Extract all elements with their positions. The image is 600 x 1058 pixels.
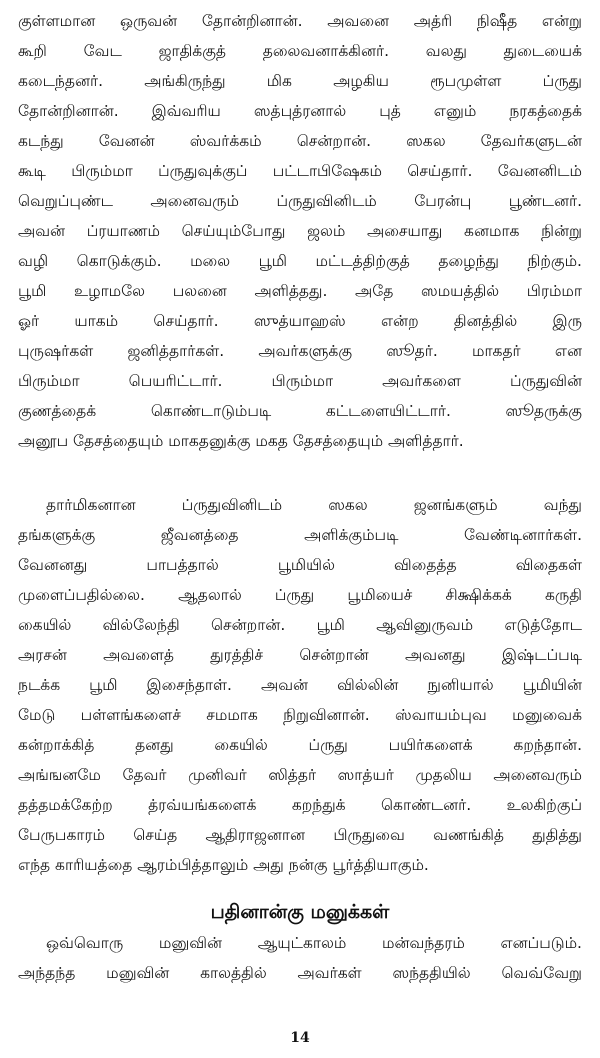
- text-line: அங்ஙனமே தேவர் முனிவர் ஸித்தர் ஸாத்யர் முதலிய அனைவரும்: [18, 766, 582, 784]
- page-number: 14: [290, 1030, 310, 1046]
- paragraph-1: [18, 6, 582, 456]
- text-line: புருஷர்கள் ஜனித்தார்கள். அவர்களுக்கு ஸூதர். மாகதர் என: [18, 342, 582, 360]
- text-line: பேருபகாரம் செய்த ஆதிராஜனான பிருதுவை வணங்கித் துதித்து: [18, 826, 582, 844]
- text-line: குள்ளமான ஒருவன் தோன்றினான். அவனை அத்ரி நிஷீத என்று: [18, 12, 582, 30]
- text-line: தங்களுக்கு ஜீவனத்தை அளிக்கும்படி வேண்டினார்கள்.: [18, 526, 582, 544]
- text-line: எந்த காரியத்தை ஆரம்பித்தாலும் அது நன்கு பூர்த்தியாகும்.: [18, 856, 429, 874]
- text-line: மேடு பள்ளங்களைச் சமமாக நிறுவினான். ஸ்வாயம்புவ மனுவைக்: [18, 706, 582, 724]
- text-line: கன்றாக்கித் தனது கையில் ப்ருது பயிர்களைக் கறந்தான்.: [18, 736, 582, 754]
- text-line: அவன் ப்ரயாணம் செய்யும்போது ஜலம் அசையாது கனமாக நின்று: [18, 222, 582, 240]
- text-line: முளைப்பதில்லை. ஆதலால் ப்ருது பூமியைச் சிக்ஷிக்கக் கருதி: [18, 586, 582, 604]
- text-line: பூமி உழாமலே பலனை அளித்தது. அதே ஸமயத்தில் பிரம்மா: [18, 282, 582, 300]
- text-line: அனூப தேசத்தையும் மாகதனுக்கு மகத தேசத்தையும் அளித்தார்.: [18, 432, 464, 450]
- text-line: கூறி வேட ஜாதிக்குத் தலைவனாக்கினர். வலது துடையைக்: [18, 42, 582, 60]
- text-line: கடைந்தனர். அங்கிருந்து மிக அழகிய ரூபமுள்ள ப்ருது: [18, 72, 582, 90]
- section-heading: பதினான்கு மனுக்கள்: [210, 901, 390, 923]
- paragraph-gap: [18, 456, 582, 490]
- text-line: ஒவ்வொரு மனுவின் ஆயுட்காலம் மன்வந்தரம் எனப்படும்.: [46, 934, 582, 952]
- text-line: நடக்க பூமி இசைந்தாள். அவன் வில்லின் நுனியால் பூமியின்: [18, 676, 582, 694]
- paragraph-3: [18, 928, 582, 988]
- text-line: கூடி பிரும்மா ப்ருதுவுக்குப் பட்டாபிஷேகம் செய்தார். வேனனிடம்: [18, 162, 582, 180]
- text-line: கடந்து வேனன் ஸ்வர்க்கம் சென்றான். ஸகல தேவர்களுடன்: [18, 132, 582, 150]
- text-line: தத்தமக்கேற்ற த்ரவ்யங்களைக் கறந்துக் கொண்டனர். உலகிற்குப்: [18, 796, 582, 814]
- page-content: [18, 6, 582, 988]
- text-line: தார்மிகனான ப்ருதுவினிடம் ஸகல ஜனங்களும் வந்து: [46, 496, 582, 514]
- text-line: அரசன் அவளைத் துரத்திச் சென்றான் அவனது இஷ்டப்படி: [18, 646, 582, 664]
- text-line: வேனனது பாபத்தால் பூமியில் விதைத்த விதைகள்: [18, 556, 582, 574]
- text-line: வெறுப்புண்ட அனைவரும் ப்ருதுவினிடம் பேரன்பு பூண்டனர்.: [18, 192, 582, 210]
- text-line: கையில் வில்லேந்தி சென்றான். பூமி ஆவினுருவம் எடுத்தோட: [18, 616, 582, 634]
- text-line: அந்தந்த மனுவின் காலத்தில் அவர்கள் ஸந்ததியில் வெவ்வேறு: [18, 964, 582, 982]
- paragraph-2: [18, 490, 582, 880]
- text-line: குணத்தைக் கொண்டாடும்படி கட்டளையிட்டார். ஸூதருக்கு: [18, 402, 582, 420]
- text-line: தோன்றினான். இவ்வரிய ஸத்புத்ரனால் புத் எனும் நரகத்தைக்: [18, 102, 582, 120]
- text-line: வழி கொடுக்கும். மலை பூமி மட்டத்திற்குத் தழைந்து நிற்கும்.: [18, 252, 582, 270]
- text-line: ஓர் யாகம் செய்தார். ஸுத்யாஹஸ் என்ற தினத்தில் இரு: [18, 312, 582, 330]
- text-line: பிரும்மா பெயரிட்டார். பிரும்மா அவர்களை ப்ருதுவின்: [18, 372, 582, 390]
